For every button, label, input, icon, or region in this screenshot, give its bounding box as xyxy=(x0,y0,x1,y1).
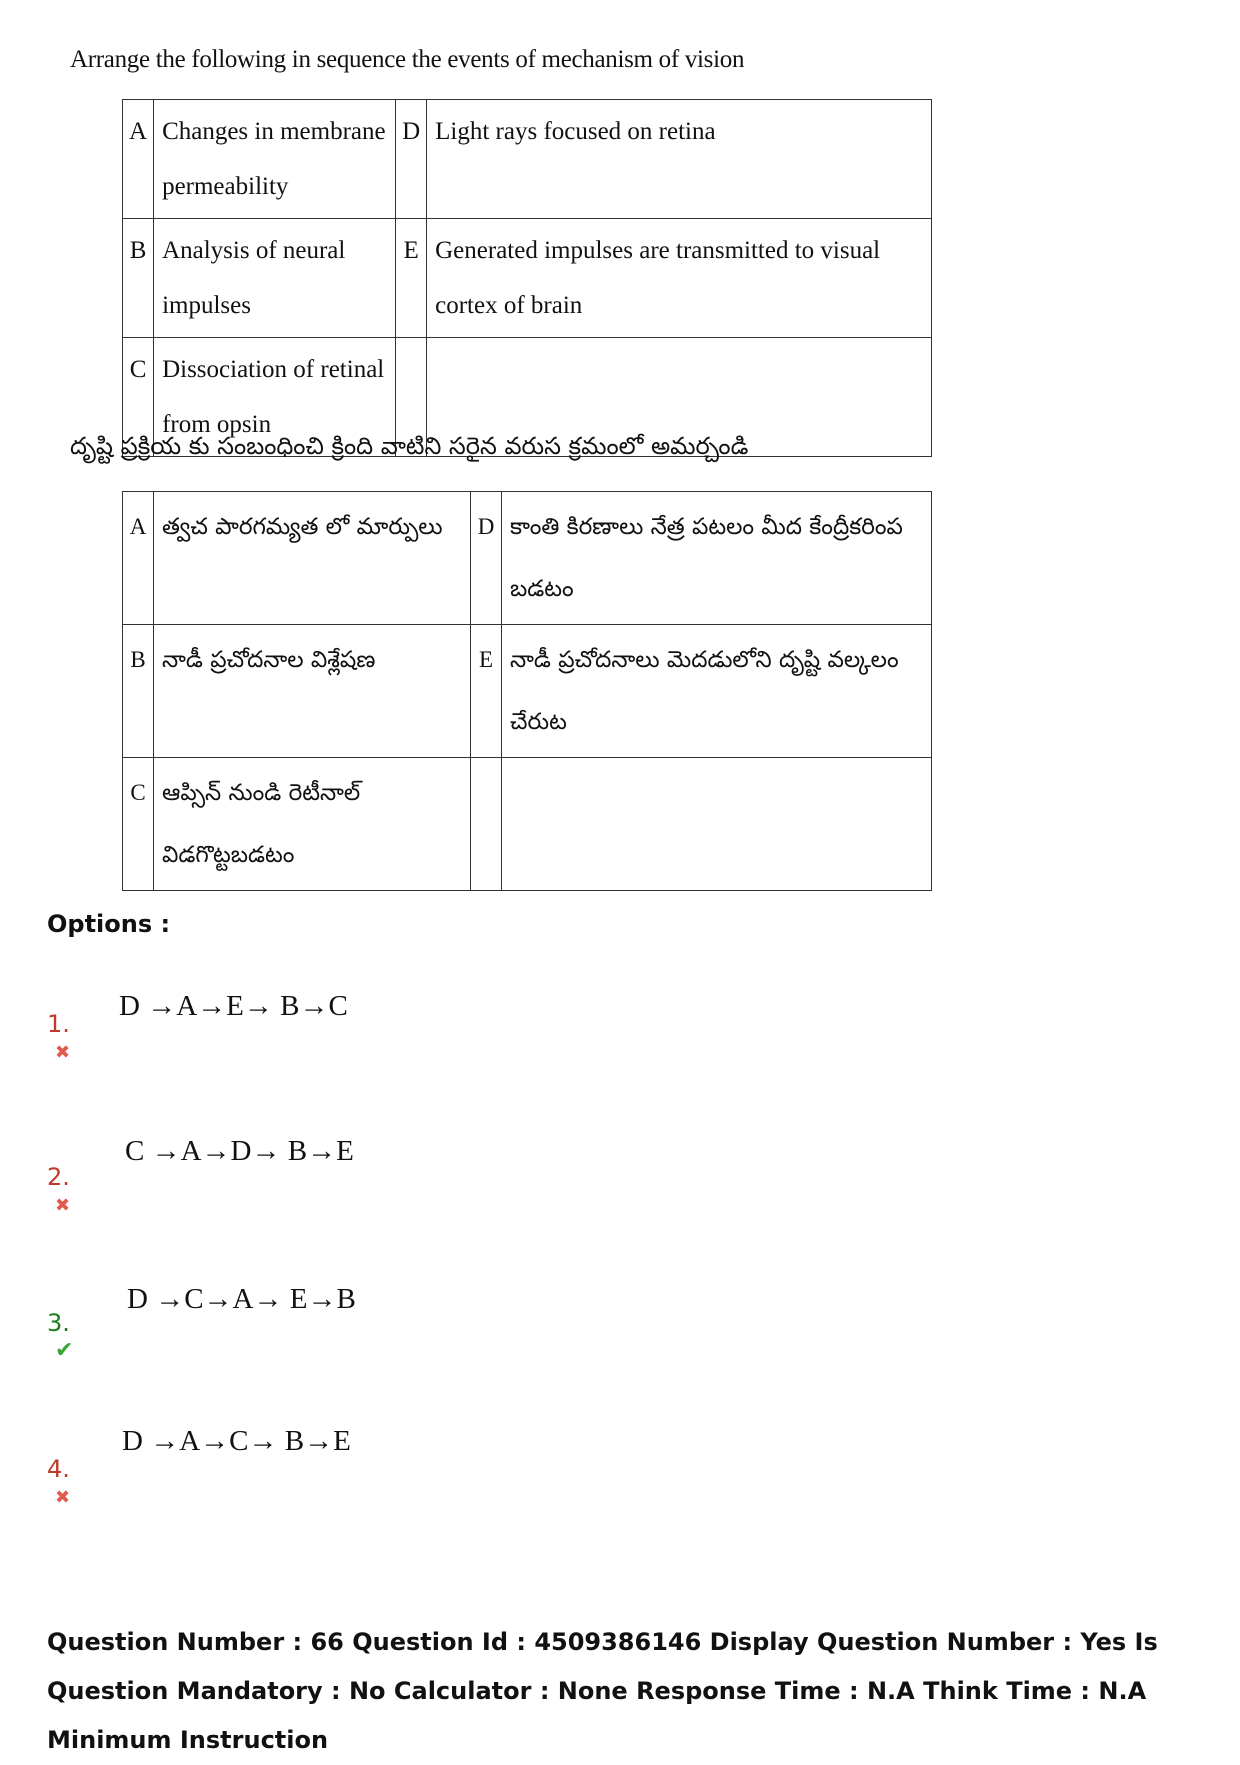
option-number: 3.✔ xyxy=(47,1309,74,1363)
option-number: 1.✖ xyxy=(47,1010,71,1063)
item-key: B xyxy=(123,625,154,758)
cross-icon: ✖ xyxy=(55,1042,71,1063)
item-text: Analysis of neural impulses xyxy=(154,219,396,338)
item-text: Generated impulses are transmitted to visual cortex of brain xyxy=(427,219,932,338)
cross-icon: ✖ xyxy=(55,1487,71,1508)
item-text: కాంతి కిరణాలు నేత్ర పటలం మీద కేంద్రీకరింప బడటం xyxy=(502,492,932,625)
item-text: నాడీ ప్రచోదనాలు మెదడులోని దృష్టి వల్కలం చేరుట xyxy=(502,625,932,758)
item-key: A xyxy=(123,492,154,625)
option-text: D →C→A→ E→B xyxy=(127,1283,356,1315)
item-key: A xyxy=(123,100,154,219)
option-number: 4.✖ xyxy=(47,1455,71,1508)
option-text: D →A→E→ B→C xyxy=(119,990,348,1022)
item-key: D xyxy=(396,100,427,219)
check-icon: ✔ xyxy=(55,1338,74,1363)
table-row xyxy=(123,100,932,219)
options-label: Options : xyxy=(47,910,171,938)
events-table-telugu xyxy=(122,491,932,891)
item-key: E xyxy=(471,625,502,758)
item-text xyxy=(502,758,932,891)
item-text: త్వచ పారగమ్యత లో మార్పులు xyxy=(154,492,471,625)
item-text: Light rays focused on retina xyxy=(427,100,932,219)
item-key: E xyxy=(396,219,427,338)
option-text: C →A→D→ B→E xyxy=(125,1135,354,1167)
table-row xyxy=(123,625,932,758)
item-key: C xyxy=(123,758,154,891)
question-heading-telugu: దృష్టి ప్రక్రియ కు సంబంధించి క్రింది వాటిని సరైన వరుస క్రమంలో అమర్చండి xyxy=(70,432,749,460)
item-text: ఆప్సిన్ నుండి రెటీనాల్ విడగొట్టబడటం xyxy=(154,758,471,891)
item-key: B xyxy=(123,219,154,338)
events-table-english xyxy=(122,99,932,457)
item-key xyxy=(471,758,502,891)
option-number: 2.✖ xyxy=(47,1163,71,1216)
option-text: D →A→C→ B→E xyxy=(122,1425,351,1457)
item-text: Dissociation of retinal from opsin xyxy=(154,338,396,457)
table-row xyxy=(123,492,932,625)
item-key: C xyxy=(123,338,154,457)
question-metadata-footer: Question Number : 66 Question Id : 4509386146 Display Question Number : Yes Is Question Mandatory : No Calculator : None Response Time : N.A Think Time : N.A Minimum Instruction xyxy=(47,1628,1158,1754)
item-text: Changes in membrane permeability xyxy=(154,100,396,219)
cross-icon: ✖ xyxy=(55,1195,71,1216)
table-row xyxy=(123,219,932,338)
question-heading-english: Arrange the following in sequence the events of mechanism of vision xyxy=(70,46,745,73)
item-key: D xyxy=(471,492,502,625)
table-row xyxy=(123,758,932,891)
item-text: నాడీ ప్రచోదనాల విశ్లేషణ xyxy=(154,625,471,758)
